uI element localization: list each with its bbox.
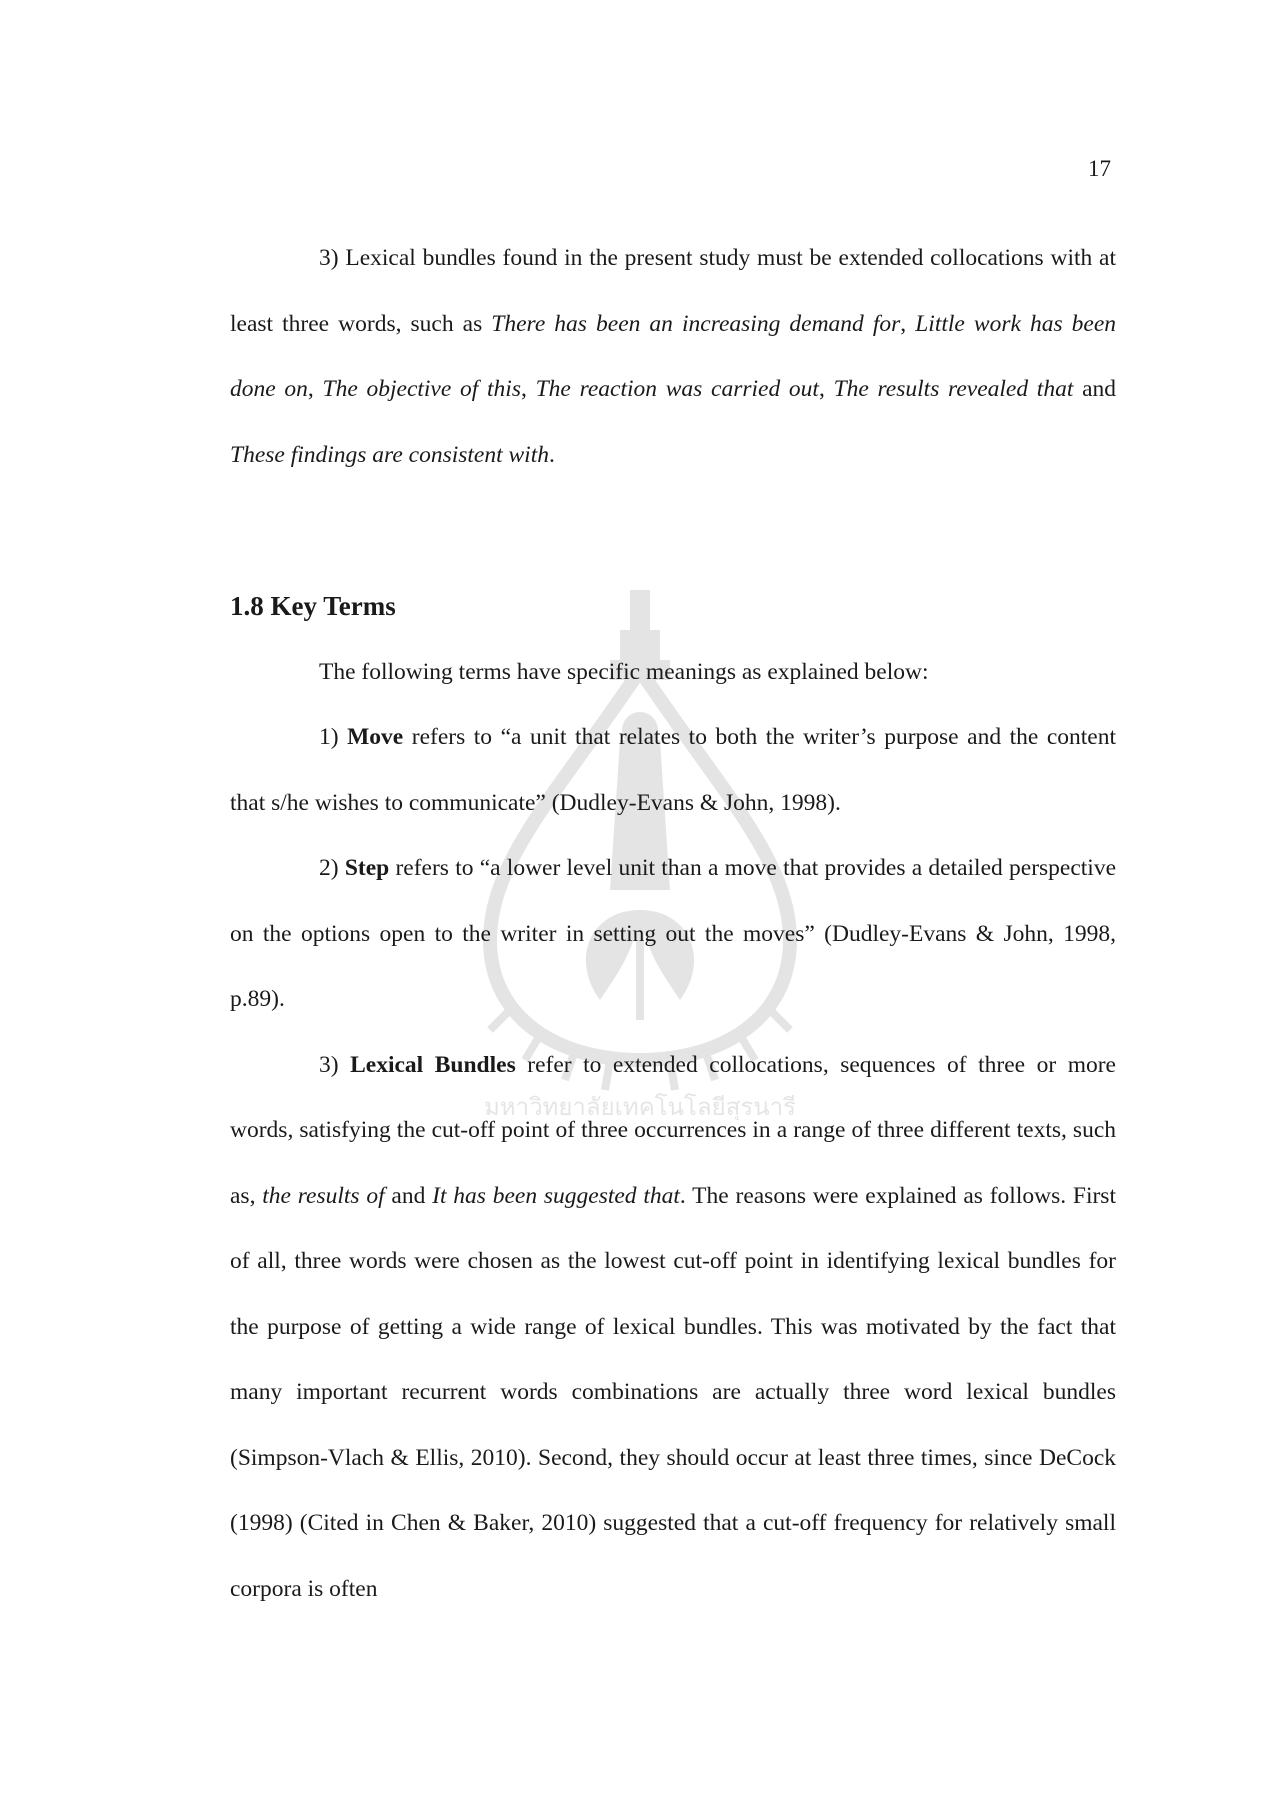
text-run: and	[384, 1182, 433, 1209]
paragraph-lexical-bundles-definition	[230, 1033, 1116, 1623]
text-run: 3) Lexical bundles found in the present study must be extended collocations with at least three words, such as	[230, 245, 1116, 337]
bold-term: Step	[344, 855, 390, 881]
text-run: refers to “a lower level unit than a move that provides a detailed perspective on the options open to the writer in setting out the moves” (Dudley-Evans & John, 1998, p.89).	[230, 855, 1117, 1012]
text-run: . The reasons were explained as follows. First of all, three words were chosen as the lowest cut-off point in identifying lexical bundles for the purpose of getting a wide range of lexical bundles. This was motivated by the fact that many important recurrent words combinations are actually three word lexical bundles (Simpson-Vlach & Ellis, 2010). Second, they should occur at least three times, since DeCock (1998) (Cited in Chen & Baker, 2010) suggested that a cut-off frequency for relatively small corpora is often	[230, 1182, 1116, 1602]
text-run: refer to extended collocations, sequences of three or more words, satisfying the cut-off point of three occurrences in a range of three different texts, such as,	[230, 1051, 1116, 1209]
section-heading: 1.8 Key Terms	[230, 591, 396, 621]
text-run: ,	[818, 376, 834, 402]
text-run: .	[548, 441, 555, 468]
italic-phrase: There has been an increasing demand for	[491, 310, 901, 337]
text-run: 3)	[319, 1051, 351, 1078]
paragraph-step-definition	[230, 836, 1116, 1033]
page-number: 17	[1088, 156, 1111, 181]
text-run: ,	[900, 310, 916, 337]
text-run: ,	[520, 376, 536, 402]
paragraph-intro	[230, 640, 1116, 706]
watermark-text: มหาวิทยาลัยเทคโนโลยีสุรนารี	[483, 1093, 797, 1120]
page-content	[230, 226, 1116, 1622]
text-run: 1)	[319, 724, 348, 750]
italic-phrase: These findings are consistent with	[230, 441, 549, 468]
text-run: ,	[307, 376, 323, 402]
italic-phrase: the results of	[262, 1182, 385, 1209]
italic-phrase: The objective of this	[322, 376, 521, 402]
paragraph-move-definition	[230, 705, 1116, 836]
bold-term: Move	[347, 724, 404, 750]
text-run: The following terms have specific meanings as explained below:	[319, 658, 929, 685]
italic-phrase: The results revealed that	[833, 376, 1074, 402]
paragraph-lexical-bundles-criterion	[230, 226, 1116, 488]
italic-phrase: It has been suggested that	[432, 1182, 680, 1209]
italic-phrase: Little work has been done on	[230, 310, 1117, 402]
text-run: 2)	[319, 855, 345, 881]
bold-term: Lexical Bundles	[350, 1051, 516, 1078]
text-run: and	[1073, 376, 1117, 402]
text-run: refers to “a unit that relates to both the writer’s purpose and the content that s/he wishes to communicate” (Dudley-Evans & John, 1998).	[230, 724, 1117, 816]
italic-phrase: The reaction was carried out	[535, 376, 819, 402]
